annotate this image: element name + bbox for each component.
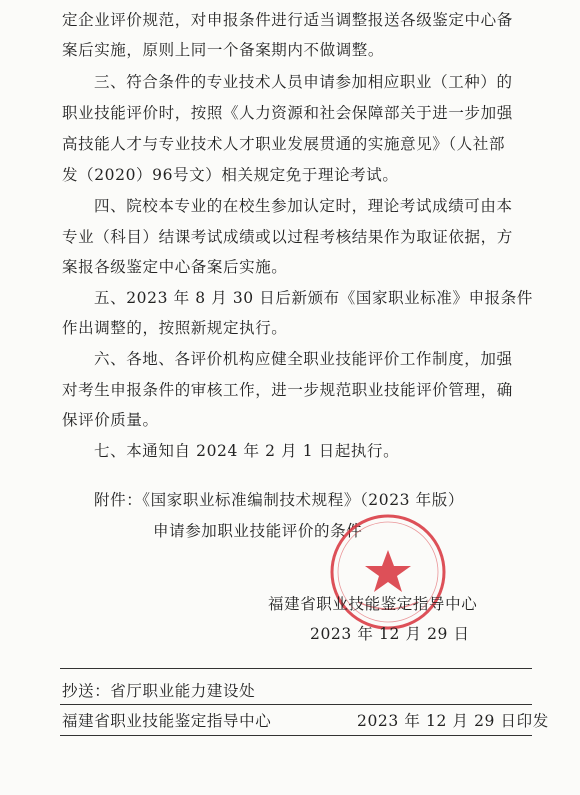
body-line: 发（2020）96号文）相关规定免于理论考试。 [62,166,399,184]
signature-org: 福建省职业技能鉴定指导中心 [268,595,478,613]
cc-line: 抄送：省厅职业能力建设处 [62,682,256,700]
body-line: 四、院校本专业的在校生参加认定时，理论考试成绩可由本 [94,197,513,215]
divider-top [60,668,532,669]
body-line: 案后实施，原则上同一个备案期内不做调整。 [62,41,385,59]
footer-issuer: 福建省职业技能鉴定指导中心 [62,712,272,730]
official-seal [328,512,448,632]
footer-print-date: 2023 年 12 月 29 日印发 [357,712,549,730]
attachment-title: 附件：《国家职业标准编制技术规程》（2023 年版） [94,491,464,509]
body-line: 定企业评价规范，对申报条件进行适当调整报送各级鉴定中心备 [62,11,513,29]
divider-bottom [60,735,532,736]
body-line: 三、符合条件的专业技术人员申请参加相应职业（工种）的 [94,73,513,91]
body-line: 专业（科目）结课考试成绩或以过程考核结果作为取证依据，方 [62,228,513,246]
body-line: 作出调整的，按照新规定执行。 [62,319,288,337]
body-line: 案报各级鉴定中心备案后实施。 [62,258,288,276]
divider-middle [60,704,532,705]
body-line: 职业技能评价时，按照《人力资源和社会保障部关于进一步加强 [62,104,513,122]
body-line: 高技能人才与专业技术人才职业发展贯通的实施意见》（人社部 [62,135,506,153]
body-line: 对考生申报条件的审核工作，进一步规范职业技能评价管理，确 [62,381,513,399]
body-line: 保评价质量。 [62,411,159,429]
body-line: 五、2023 年 8 月 30 日后新颁布《国家职业标准》申报条件 [94,289,533,307]
attachment-item: 申请参加职业技能评价的条件 [153,522,363,540]
body-line: 六、各地、各评价机构应健全职业技能评价工作制度，加强 [94,350,513,368]
official-seal-graphic [328,512,448,632]
signature-date: 2023 年 12 月 29 日 [310,625,470,643]
body-line: 七、本通知自 2024 年 2 月 1 日起执行。 [94,442,400,460]
